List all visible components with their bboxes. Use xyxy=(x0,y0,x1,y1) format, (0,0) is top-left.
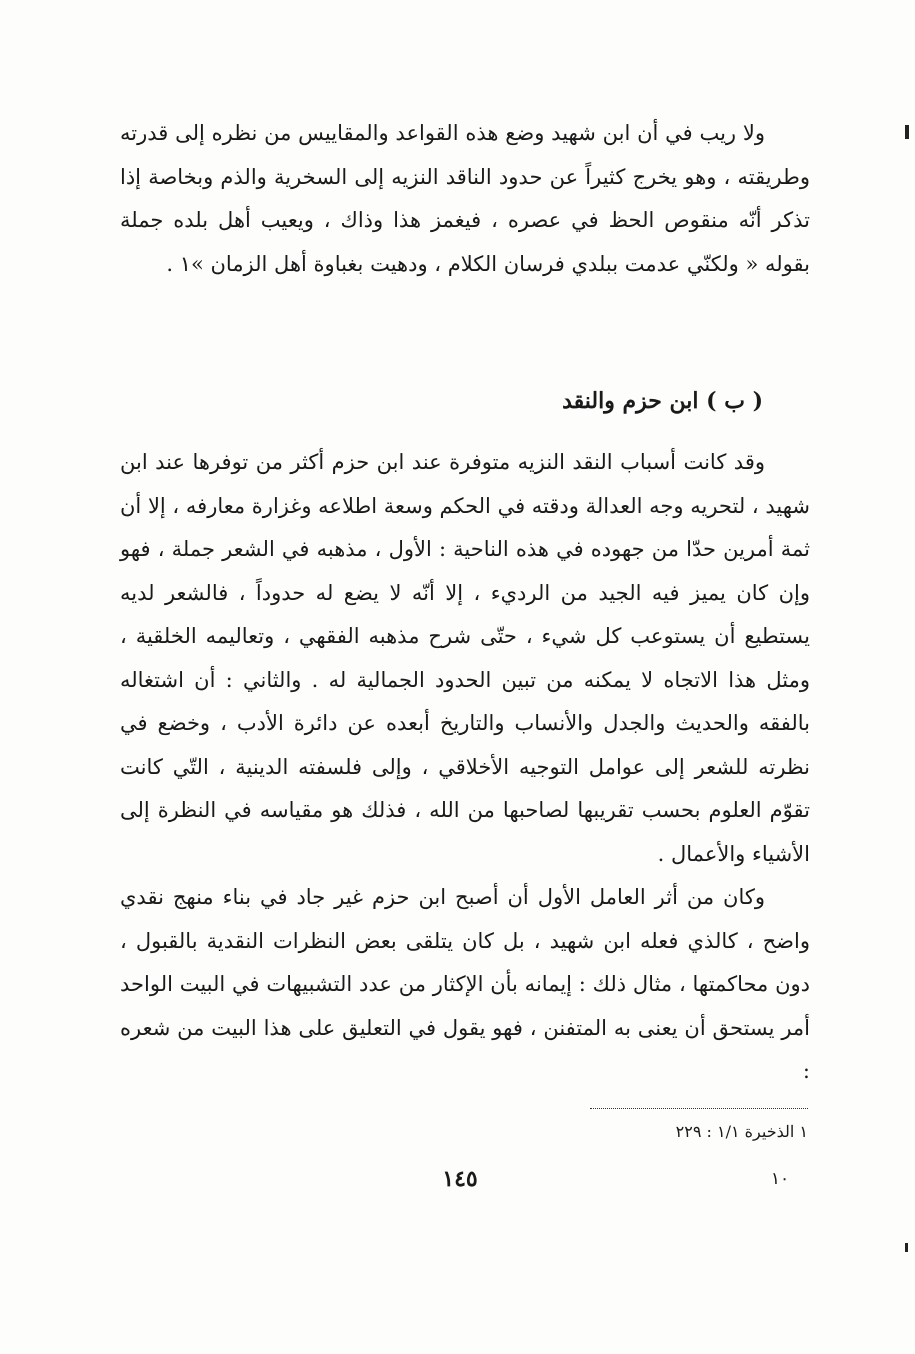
main-body xyxy=(120,441,810,1094)
intro-paragraph xyxy=(120,112,810,286)
body-paragraph-two: وكان من أثر العامل الأول أن أصبح ابن حزم غير جاد في بناء منهج نقدي واضح ، كالذي فعله ابن شهيد ، بل كان يتلقى بعض النظرات النقدية بالقبول ، دون محاكمتها ، مثال ذلك : إيمانه بأن الإكثار من عدد التشبيهات في البيت الواحد أمر يستحق أن يعنى به المتفنن ، فهو يقول في التعليق على هذا البيت من شعره : xyxy=(120,885,810,1083)
footnote: ١ الذخيرة ١/١ : ٢٢٩ xyxy=(675,1122,808,1141)
footnote-divider xyxy=(590,1108,808,1109)
scan-edge-mark-top xyxy=(905,125,909,139)
section-heading: ( ب ) ابن حزم والنقد xyxy=(562,388,763,414)
signature-mark: ١٠ xyxy=(770,1169,790,1189)
intro-paragraph-text: ولا ريب في أن ابن شهيد وضع هذه القواعد والمقاييس من نظره إلى قدرته وطريقته ، وهو يخرج كثيراً عن حدود الناقد النزيه إلى السخرية والذم وبخاصة إذا تذكر أنّه منقوص الحظ في عصره ، فيغمز هذا وذاك ، ويعيب أهل بلده جملة بقوله « ولكنّي عدمت ببلدي فرسان الكلام ، ودهيت بغباوة أهل الزمان »١ . xyxy=(120,121,810,276)
page-number: ١٤٥ xyxy=(442,1166,478,1192)
scan-edge-mark-bottom xyxy=(905,1243,908,1252)
body-paragraph-one: وقد كانت أسباب النقد النزيه متوفرة عند ابن حزم أكثر من توفرها عند ابن شهيد ، لتحريه وجه العدالة ودقته في الحكم وسعة اطلاعه وغزارة معارفه ، إلا أن ثمة أمرين حدّا من جهوده في هذه الناحية : الأول ، مذهبه في الشعر جملة ، فهو وإن كان يميز فيه الجيد من الرديء ، إلا أنّه لا يضع له حدوداً ، فالشعر لديه يستطيع أن يستوعب كل شيء ، حتّى شرح مذهبه الفقهي ، وتعاليمه الخلقية ، ومثل هذا الاتجاه لا يمكنه من تبين الحدود الجمالية له . والثاني : أن اشتغاله بالفقه والحديث والجدل والأنساب والتاريخ أبعده عن دائرة الأدب ، وخضع في نظرته للشعر إلى عوامل التوجيه الأخلاقي ، وإلى فلسفته الدينية ، التّي كانت تقوّم العلوم بحسب تقريبها لصاحبها من الله ، فذلك هو مقياسه في النظرة إلى الأشياء والأعمال . xyxy=(120,450,810,866)
